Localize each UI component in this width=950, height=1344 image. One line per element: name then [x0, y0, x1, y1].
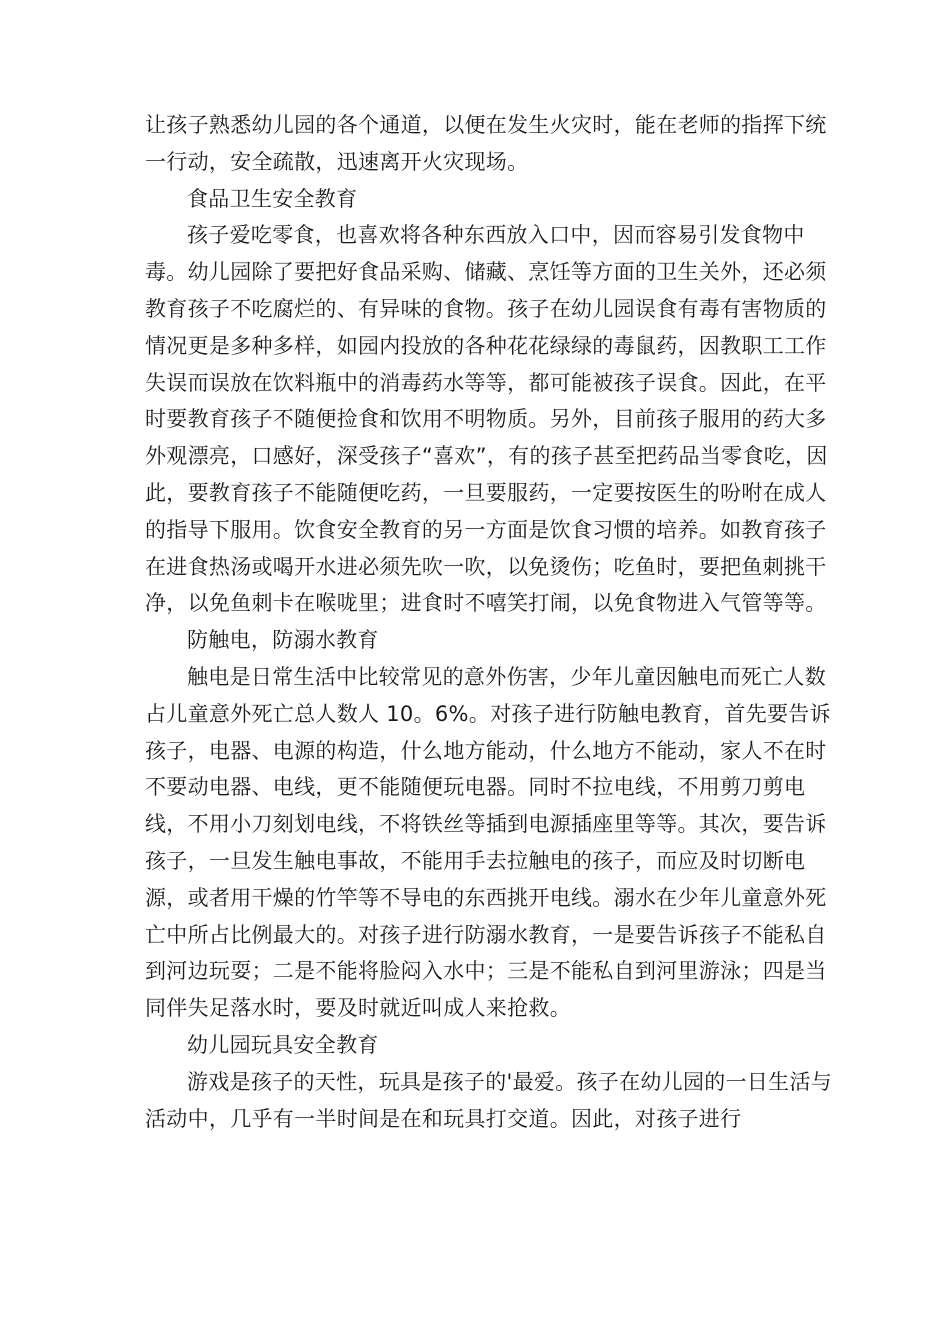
document-page: [145, 107, 837, 1137]
paragraph-toy-safety: 游戏是孩子的天性，玩具是孩子的'最爱。孩子在幼儿园的一日生活与活动中，几乎有一半时间是在和玩具打交道。因此，对孩子进行: [145, 1069, 833, 1131]
paragraph-food-safety: 孩子爱吃零食，也喜欢将各种东西放入口中，因而容易引发食物中毒。幼儿园除了要把好食品采购、储藏、烹饪等方面的卫生关外，还必须教育孩子不吃腐烂的、有异味的食物。孩子在幼儿园误食有毒有害物质的情况更是多种多样，如园内投放的各种花花绿绿的毒鼠药，因教职工工作失误而误放在饮料瓶中的消毒药水等等，都可能被孩子误食。因此，在平时要教育孩子不随便捡食和饮用不明物质。另外，目前孩子服用的药大多外观漂亮，口感好，深受孩子“喜欢”，有的孩子甚至把药品当零食吃，因此，要教育孩子不能随便吃药，一旦要服药，一定要按医生的吩咐在成人的指导下服用。饮食安全教育的另一方面是饮食习惯的培养。如教育孩子在进食热汤或喝开水进必须先吹一吹，以免烫伤；吃鱼时，要把鱼刺挑干净，以免鱼刺卡在喉咙里；进食时不嘻笑打闹，以免食物进入气管等等。: [145, 223, 828, 616]
heading-toy-safety: 幼儿园玩具安全教育: [187, 1032, 379, 1057]
heading-electric-water-safety: 防触电，防溺水教育: [187, 628, 379, 653]
paragraph-fire-evacuation: 让孩子熟悉幼儿园的各个通道，以便在发生火灾时，能在老师的指挥下统一行动，安全疏散，迅速离开火灾现场。: [145, 113, 827, 174]
paragraph-electric-water-safety: 触电是日常生活中比较常见的意外伤害，少年儿童因触电而死亡人数占儿童意外死亡总人数人 10。6%。对孩子进行防触电教育，首先要告诉孩子，电器、电源的构造，什么地方能动，什么地方不能动，家人不在时不要动电器、电线，更不能随便玩电器。同时不拉电线，不用剪刀剪电线，不用小刀刻划电线，不将铁丝等插到电源插座里等等。其次，要告诉孩子，一旦发生触电事故，不能用手去拉触电的孩子，而应及时切断电源，或者用干燥的竹竿等不导电的东西挑开电线。溺水在少年儿童意外死亡中所占比例最大的。对孩子进行防溺水教育，一是要告诉孩子不能私自到河边玩耍；二是不能将脸闷入水中；三是不能私自到河里游泳；四是当同伴失足落水时，要及时就近叫成人来抢救。: [145, 664, 831, 1021]
heading-food-safety: 食品卫生安全教育: [187, 186, 358, 211]
